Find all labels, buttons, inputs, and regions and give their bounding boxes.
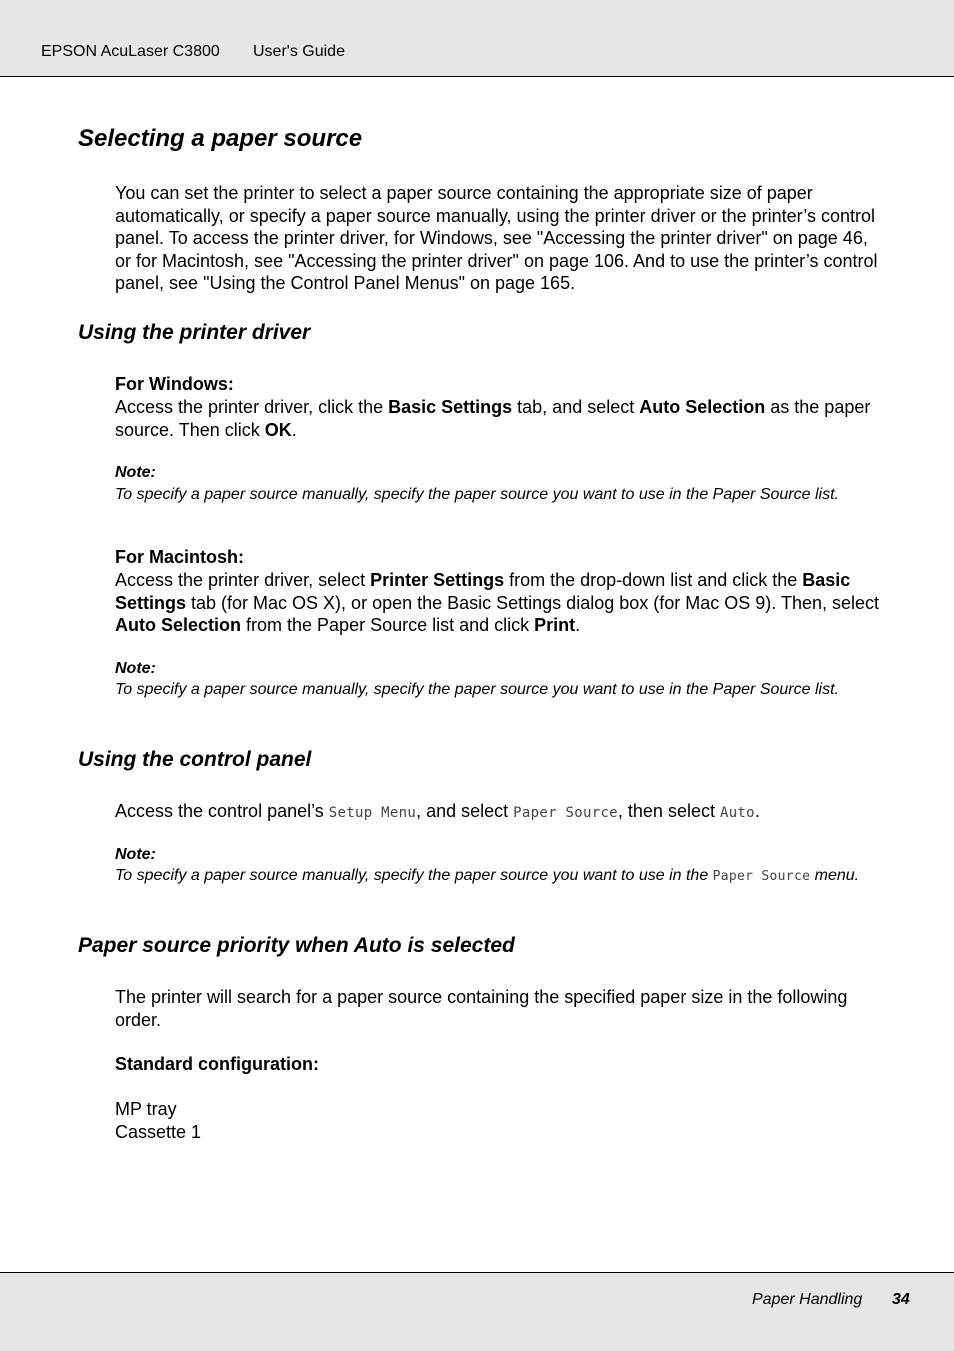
basic-settings-term: Basic Settings [115, 570, 851, 613]
note-body: To specify a paper source manually, specify the paper source you want to use in the Paper Source list. [115, 486, 839, 503]
paper-source-term: Paper Source [712, 869, 811, 884]
page-header [0, 0, 954, 77]
macintosh-instructions: Access the printer driver, select Printer Settings from the drop-down list and click the Basic Settings tab (for Mac OS X), or open the Basic Settings dialog box (for Mac OS 9). Then, select Auto Selection from the Paper Source list and click Print. [115, 570, 879, 636]
standard-config-label: Standard configuration: [115, 1054, 319, 1074]
page-title: Selecting a paper source [78, 125, 363, 152]
windows-label: For Windows: [115, 374, 234, 394]
auto-selection-term: Auto Selection [115, 615, 242, 636]
note-body: To specify a paper source manually, specify the paper source you want to use in the Paper Source menu. [115, 867, 860, 884]
section-heading-printer-driver: Using the printer driver [78, 321, 311, 344]
list-item: Cassette 1 [115, 1122, 202, 1142]
header-guide-title: User's Guide [253, 43, 345, 60]
note-body: To specify a paper source manually, specify the paper source you want to use in the Paper Source list. [115, 681, 839, 698]
footer-section-name: Paper Handling [752, 1291, 863, 1308]
setup-menu-term: Setup Menu [328, 805, 417, 821]
note-title: Note: [115, 660, 156, 677]
auto-selection-term: Auto Selection [639, 397, 766, 417]
header-product-name: EPSON AcuLaser C3800 [41, 43, 220, 60]
intro-paragraph: You can set the printer to select a paper source containing the appropriate size of paper automatically, or specify a paper source manually, using the printer driver or the printer’s control panel. To access the printer driver, for Windows, see "Accessing the printer driver" on page 46, or for Macintosh, see "Accessing the printer driver" on page 106. And to use the printer’s control panel, see "Using the Control Panel Menus" on page 165. [115, 183, 878, 294]
paper-source-term: Paper Source [513, 805, 618, 821]
page-footer [0, 1272, 954, 1351]
windows-instructions: Access the printer driver, click the Basic Settings tab, and select Auto Selection as the paper source. Then click OK. [115, 397, 871, 440]
note-title: Note: [115, 846, 156, 863]
basic-settings-term: Basic Settings [388, 397, 513, 417]
section-heading-priority: Paper source priority when Auto is selected [78, 934, 515, 957]
priority-paragraph: The printer will search for a paper source containing the specified paper size in the following order. [115, 987, 848, 1030]
auto-term: Auto [719, 805, 755, 821]
ok-term: OK [264, 419, 292, 440]
printer-settings-term: Printer Settings [370, 570, 505, 590]
control-panel-instructions: Access the control panel’s Setup Menu, and select Paper Source, then select Auto. [115, 801, 760, 821]
macintosh-label: For Macintosh: [115, 547, 244, 567]
page-number: 34 [892, 1291, 910, 1308]
section-heading-control-panel: Using the control panel [78, 748, 312, 771]
print-term: Print [534, 615, 576, 636]
note-title: Note: [115, 464, 156, 481]
list-item: MP tray [115, 1099, 177, 1119]
